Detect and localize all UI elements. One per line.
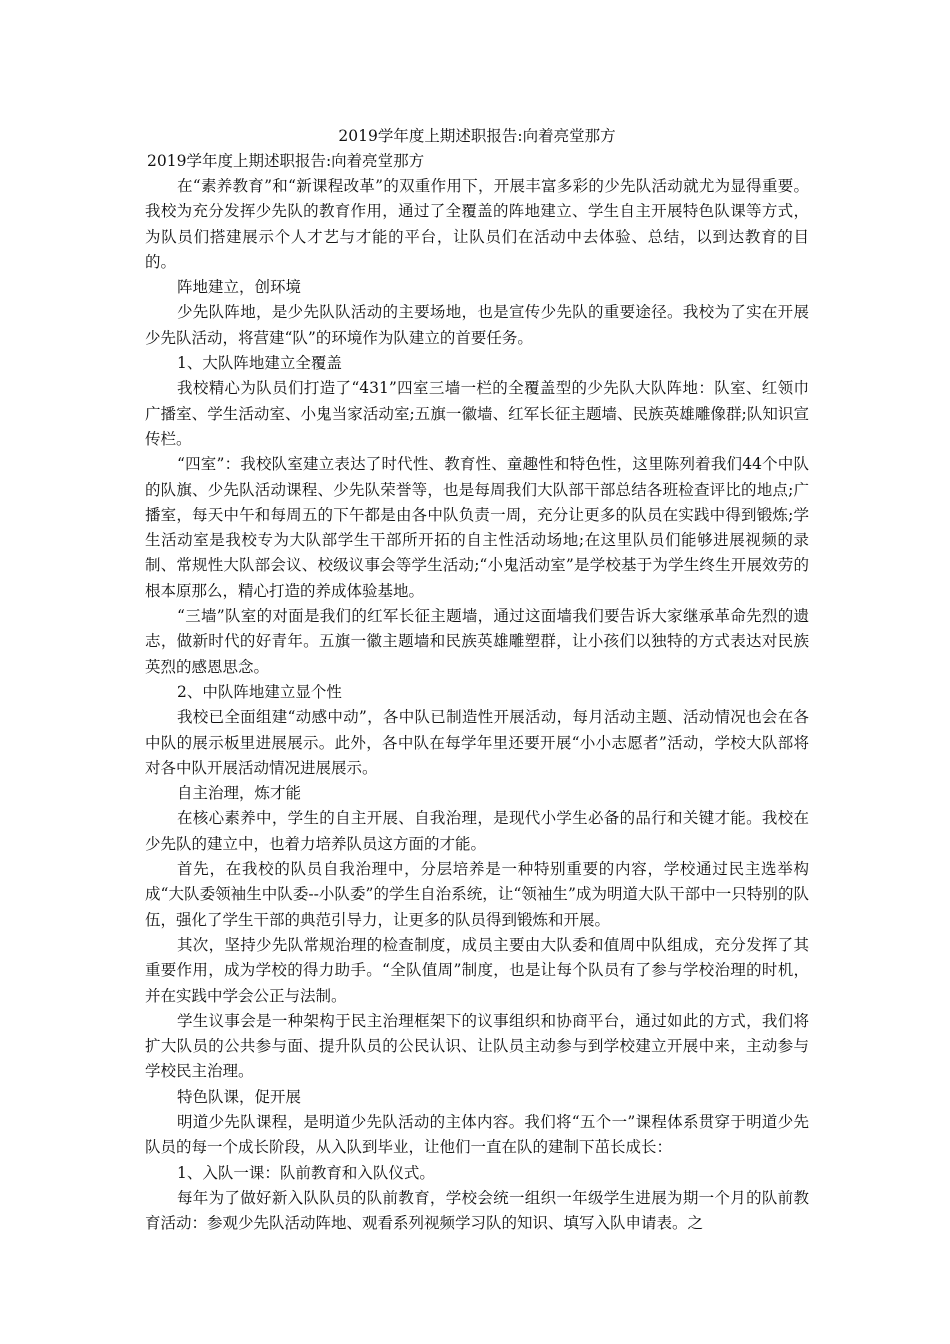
- paragraph-intro: 在“素养教育”和“新课程改革”的双重作用下，开展丰富多彩的少先队活动就尤为显得重要。我校为充分发挥少先队的教育作用，通过了全覆盖的阵地建立、学生自主开展特色队课等方式，为队员们搭建展示个人才艺与才能的平台，让队员们在活动中去体验、总结，以到达教育的目的。: [145, 177, 809, 271]
- section-heading-self-governance: 自主治理，炼才能: [177, 784, 302, 803]
- paragraph-core-literacy: 在核心素养中，学生的自主开展、自我治理，是现代小学生必备的品行和关键才能。我校在少先队的建立中，也着力培养队员这方面的才能。: [145, 809, 809, 853]
- subheading-squadron-position: 2、中队阵地建立显个性: [177, 682, 342, 701]
- section-heading-position: 阵地建立，创环境: [177, 278, 302, 297]
- document-page: [145, 123, 809, 1236]
- document-title: 2019学年度上期述职报告:向着亮堂那方: [338, 127, 616, 145]
- paragraph-pre-entry-education: 每年为了做好新入队队员的队前教育，学校会统一组织一年级学生进展为期一个月的队前教育活动：参观少先队活动阵地、观看系列视频学习队的知识、填写入队申请表。之: [145, 1188, 809, 1233]
- paragraph-student-council: 学生议事会是一种架构于民主治理框架下的议事组织和协商平台，通过如此的方式，我们将扩大队员的公共参与面、提升队员的公民认识、让队员主动参与到学校建立开展中来，主动参与学校民主治理。: [145, 1011, 809, 1081]
- subheading-first-lesson: 1、入队一课：队前教育和入队仪式。: [177, 1163, 435, 1182]
- paragraph-four-rooms: “四室”：我校队室建立表达了时代性、教育性、童趣性和特色性，这里陈列着我们44个中队的队旗、少先队活动课程、少先队荣誉等，也是每周我们大队部干部总结各班检查评比的地点;广播室，每天中午和每周五的下午都是由各中队负责一周，充分让更多的队员在实践中得到锻炼;学生活动室是我校专为大队部学生干部所开拓的自主性活动场地;在这里队员们能够进展视频的录制、常规性大队部会议、校级议事会等学生活动;“小鬼活动室”是学校基于为学生终生开展效劳的根本原那么，精心打造的养成体验基地。: [145, 455, 809, 600]
- section-heading-featured-lessons: 特色队课，促开展: [177, 1087, 302, 1106]
- document-subtitle: 2019学年度上期述职报告:向着亮堂那方: [147, 152, 425, 170]
- paragraph-position-intro: 少先队阵地，是少先队队活动的主要场地，也是宣传少先队的重要途径。我校为了实在开展少先队活动，将营建“队”的环境作为队建立的首要任务。: [145, 303, 809, 347]
- paragraph-first: 首先，在我校的队员自我治理中，分层培养是一种特别重要的内容，学校通过民主选举构成“大队委领袖生中队委--小队委”的学生自治系统，让“领袖生”成为明道大队干部中一只特别的队伍，强化了学生干部的典范引导力，让更多的队员得到锻炼和开展。: [145, 860, 809, 929]
- paragraph-brigade-position: 我校精心为队员们打造了“431”四室三墙一栏的全覆盖型的少先队大队阵地：队室、红领巾广播室、学生活动室、小鬼当家活动室;五旗一徽墙、红军长征主题墙、民族英雄雕像群;队知识宣传栏。: [145, 379, 809, 448]
- paragraph-second: 其次，坚持少先队常规治理的检查制度，成员主要由大队委和值周中队组成，充分发挥了其重要作用，成为学校的得力助手。“全队值周”制度，也是让每个队员有了参与学校治理的时机，并在实践中学会公正与法制。: [145, 935, 809, 1005]
- subheading-brigade-position: 1、大队阵地建立全覆盖: [177, 354, 342, 373]
- paragraph-curriculum: 明道少先队课程，是明道少先队活动的主体内容。我们将“五个一”课程体系贯穿于明道少先队员的每一个成长阶段，从入队到毕业，让他们一直在队的建制下茁长成长：: [145, 1112, 809, 1157]
- paragraph-three-walls: “三墙”队室的对面是我们的红军长征主题墙，通过这面墙我们要告诉大家继承革命先烈的遗志，做新时代的好青年。五旗一徽主题墙和民族英雄雕塑群，让小孩们以独特的方式表达对民族英烈的感恩思念。: [145, 607, 809, 676]
- paragraph-squadron-position: 我校已全面组建“动感中动”，各中队已制造性开展活动，每月活动主题、活动情况也会在各中队的展示板里进展展示。此外，各中队在每学年里还要开展“小小志愿者”活动，学校大队部将对各中队开展活动情况进展展示。: [145, 708, 809, 777]
